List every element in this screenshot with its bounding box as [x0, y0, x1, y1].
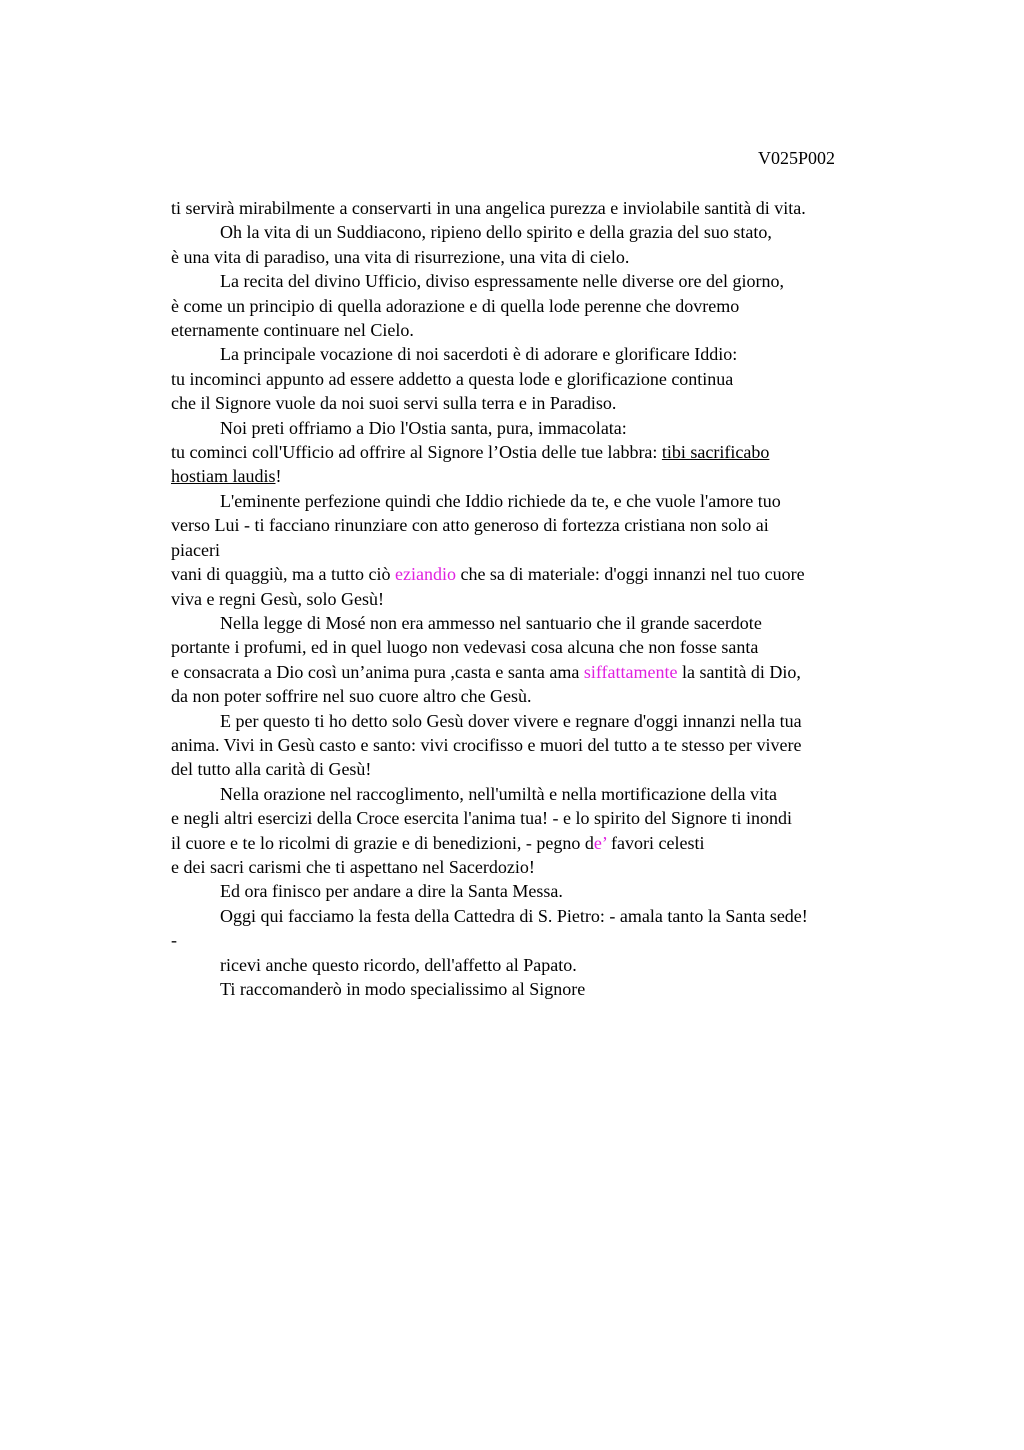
text-segment: la santità di Dio, — [677, 661, 801, 682]
text-line: La principale vocazione di noi sacerdoti è di adorare e glorificare Iddio: — [220, 344, 738, 365]
text-line: La recita del divino Ufficio, diviso espressamente nelle diverse ore del giorno, — [220, 271, 784, 292]
text-line: da non poter soffrire nel suo cuore altro che Gesù. — [171, 686, 532, 707]
text-line: del tutto alla carità di Gesù! — [171, 759, 372, 780]
text-line: Oggi qui facciamo la festa della Cattedra di S. Pietro: - amala tanto la Santa sede! — [220, 905, 808, 926]
text-line — [171, 660, 931, 684]
page-id: V025P002 — [758, 148, 836, 168]
text-segment: favori celesti — [606, 832, 705, 853]
text-line: Oh la vita di un Suddiacono, ripieno dello spirito e della grazia del suo stato, — [220, 222, 772, 243]
text-line — [171, 831, 931, 855]
text-segment: il cuore e te lo ricolmi di grazie e di benedizioni, - pegno d — [171, 832, 594, 853]
text-line: verso Lui - ti facciano rinunziare con atto generoso di fortezza cristiana non solo ai — [171, 515, 769, 536]
text-line: che il Signore vuole da noi suoi servi sulla terra e in Paradiso. — [171, 393, 617, 414]
text-line: E per questo ti ho detto solo Gesù dover vivere e regnare d'oggi innanzi nella tua — [220, 710, 802, 731]
text-segment: tu cominci coll'Ufficio ad offrire al Signore l’Ostia delle tue labbra: — [171, 442, 662, 463]
text-line: ricevi anche questo ricordo, dell'affetto al Papato. — [220, 954, 577, 975]
underlined-phrase: hostiam laudis — [171, 466, 276, 487]
text-line: e negli altri esercizi della Croce esercita l'anima tua! - e lo spirito del Signore ti inondi — [171, 808, 793, 829]
text-line: portante i profumi, ed in quel luogo non vedevasi cosa alcuna che non fosse santa — [171, 637, 759, 658]
text-line: è una vita di paradiso, una vita di risurrezione, una vita di cielo. — [171, 246, 630, 267]
text-line: eternamente continuare nel Cielo. — [171, 320, 414, 341]
text-line: Ti raccomanderò in modo specialissimo al Signore — [220, 979, 586, 999]
text-line: Ed ora finisco per andare a dire la Santa Messa. — [220, 881, 563, 902]
text-line: viva e regni Gesù, solo Gesù! — [171, 588, 384, 609]
text-line: e dei sacri carismi che ti aspettano nel Sacerdozio! — [171, 856, 535, 877]
text-segment: che sa di materiale: d'oggi innanzi nel tuo cuore — [455, 564, 805, 585]
text-line: Nella orazione nel raccoglimento, nell'umiltà e nella mortificazione della vita — [220, 783, 778, 804]
text-line — [171, 562, 931, 586]
text-segment: ! — [275, 466, 282, 487]
highlighted-word: siffattamente — [583, 661, 678, 682]
text-line: anima. Vivi in Gesù casto e santo: vivi crocifisso e muori del tutto a te stesso per vivere — [171, 734, 802, 755]
highlighted-word: e’ — [593, 832, 607, 853]
highlighted-word: eziandio — [394, 564, 456, 585]
document-body — [171, 196, 931, 1001]
text-segment: e consacrata a Dio così un’anima pura ,casta e santa ama — [171, 661, 584, 682]
text-line: - — [171, 930, 177, 951]
text-line — [171, 440, 931, 464]
text-line: Noi preti offriamo a Dio l'Ostia santa, pura, immacolata: — [220, 417, 627, 438]
text-line — [171, 464, 931, 488]
underlined-phrase: tibi sacrificabo — [661, 442, 770, 463]
text-line: Nella legge di Mosé non era ammesso nel santuario che il grande sacerdote — [220, 612, 762, 633]
text-line: ti servirà mirabilmente a conservarti in una angelica purezza e inviolabile santità di vita. — [171, 198, 806, 218]
text-line: L'eminente perfezione quindi che Iddio richiede da te, e che vuole l'amore tuo — [220, 490, 781, 511]
text-segment: vani di quaggiù, ma a tutto ciò — [171, 564, 395, 585]
text-line: piaceri — [171, 539, 220, 560]
text-line: è come un principio di quella adorazione e di quella lode perenne che dovremo — [171, 295, 740, 316]
text-line: tu incominci appunto ad essere addetto a questa lode e glorificazione continua — [171, 368, 734, 389]
